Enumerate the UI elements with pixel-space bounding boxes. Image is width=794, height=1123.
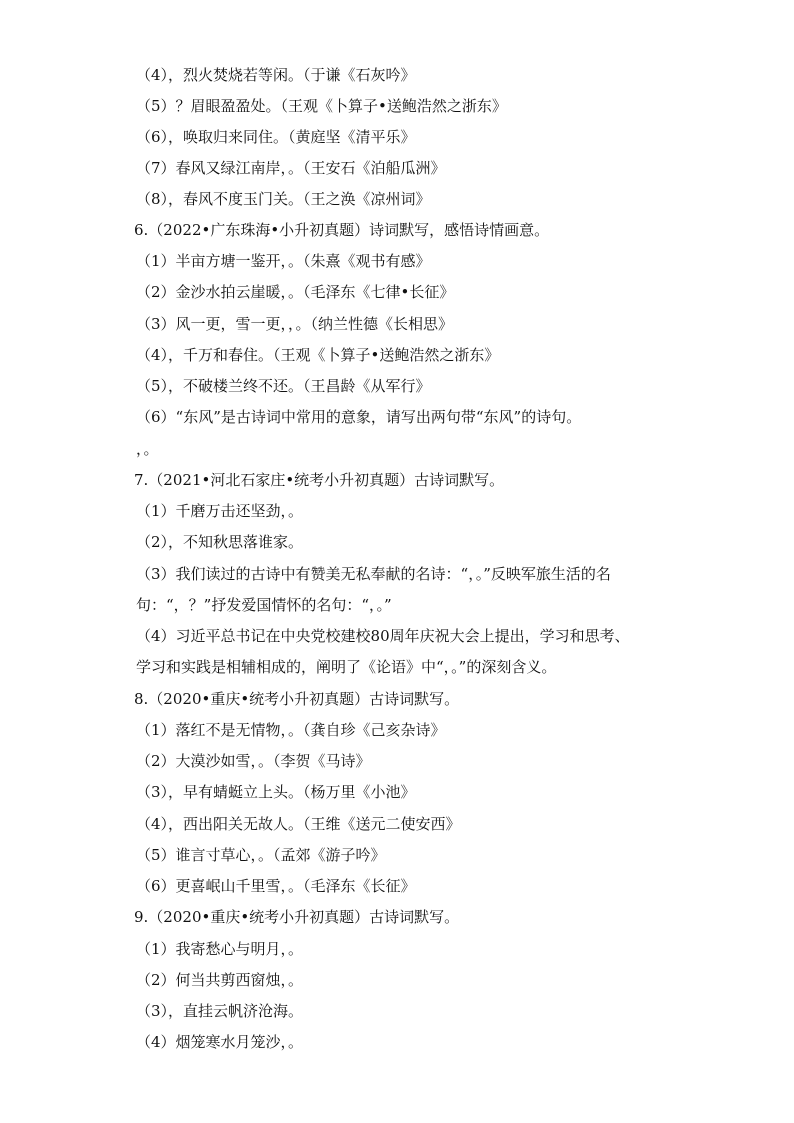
answer-continuation: 句：“，？”抒发爱国情怀的名句：“，。” bbox=[136, 596, 392, 614]
answer-line: （4）烟笼寒水月笼沙，。 bbox=[136, 1033, 304, 1051]
answer-line: （3），直挂云帆济沧海。 bbox=[136, 1002, 304, 1020]
question-heading: 9.（2020•重庆•统考小升初真题）古诗词默写。 bbox=[134, 908, 460, 926]
answer-line: （3）我们读过的古诗中有赞美无私奉献的名诗：“，。”反映军旅生活的名 bbox=[136, 565, 611, 583]
answer-line: （3）风一更，雪一更，，。（纳兰性德《长相思》 bbox=[136, 315, 454, 333]
answer-continuation: ，。 bbox=[136, 440, 159, 458]
answer-line: （6），唤取归来同住。（黄庭坚《清平乐》 bbox=[136, 128, 416, 146]
question-heading: 8.（2020•重庆•统考小升初真题）古诗词默写。 bbox=[134, 690, 460, 708]
answer-line: （2），不知秋思落谁家。 bbox=[136, 533, 304, 551]
answer-line: （4）习近平总书记在中央党校建校80周年庆祝大会上提出，学习和思考、 bbox=[136, 627, 630, 645]
answer-line: （1）千磨万击还坚劲，。 bbox=[136, 502, 304, 520]
answer-line: （4），西出阳关无故人。（王维《送元二使安西》 bbox=[136, 815, 461, 833]
answer-line: （1）我寄愁心与明月，。 bbox=[136, 940, 304, 958]
answer-line: （5），不破楼兰终不还。（王昌龄《从军行》 bbox=[136, 377, 431, 395]
answer-line: （2）金沙水拍云崖暖，。（毛泽东《七律•长征》 bbox=[136, 283, 455, 301]
question-heading: 7.（2021•河北石家庄•统考小升初真题）古诗词默写。 bbox=[134, 471, 505, 489]
answer-line: （1）落红不是无情物，。（龚自珍《己亥杂诗》 bbox=[136, 721, 446, 739]
answer-line: （5）谁言寸草心，。（孟郊《游子吟》 bbox=[136, 846, 386, 864]
answer-line: （2）大漠沙如雪，。（李贺《马诗》 bbox=[136, 752, 371, 770]
question-heading: 6.（2022•广东珠海•小升初真题）诗词默写，感悟诗情画意。 bbox=[134, 221, 550, 239]
answer-line: （6）更喜岷山千里雪，。（毛泽东《长征》 bbox=[136, 877, 416, 895]
answer-line: （4），千万和春住。（王观《卜算子•送鲍浩然之浙东》 bbox=[136, 346, 500, 364]
answer-line: （2）何当共剪西窗烛，。 bbox=[136, 971, 304, 989]
answer-line: （1）半亩方塘一鉴开，。（朱熹《观书有感》 bbox=[136, 252, 431, 270]
answer-continuation: 学习和实践是相辅相成的，阐明了《论语》中“，。”的深刻含义。 bbox=[136, 658, 557, 676]
answer-line: （8），春风不度玉门关。（王之涣《凉州词》 bbox=[136, 190, 431, 208]
answer-line: （3），早有蜻蜓立上头。（杨万里《小池》 bbox=[136, 783, 416, 801]
answer-line: （7）春风又绿江南岸，。（王安石《泊船瓜洲》 bbox=[136, 159, 446, 177]
answer-line: （6）“东风”是古诗词中常用的意象，请写出两句带“东风”的诗句。 bbox=[136, 408, 582, 426]
answer-line: （4），烈火焚烧若等闲。（于谦《石灰吟》 bbox=[136, 66, 416, 84]
answer-line: （5）？眉眼盈盈处。（王观《卜算子•送鲍浩然之浙东》 bbox=[136, 97, 507, 115]
